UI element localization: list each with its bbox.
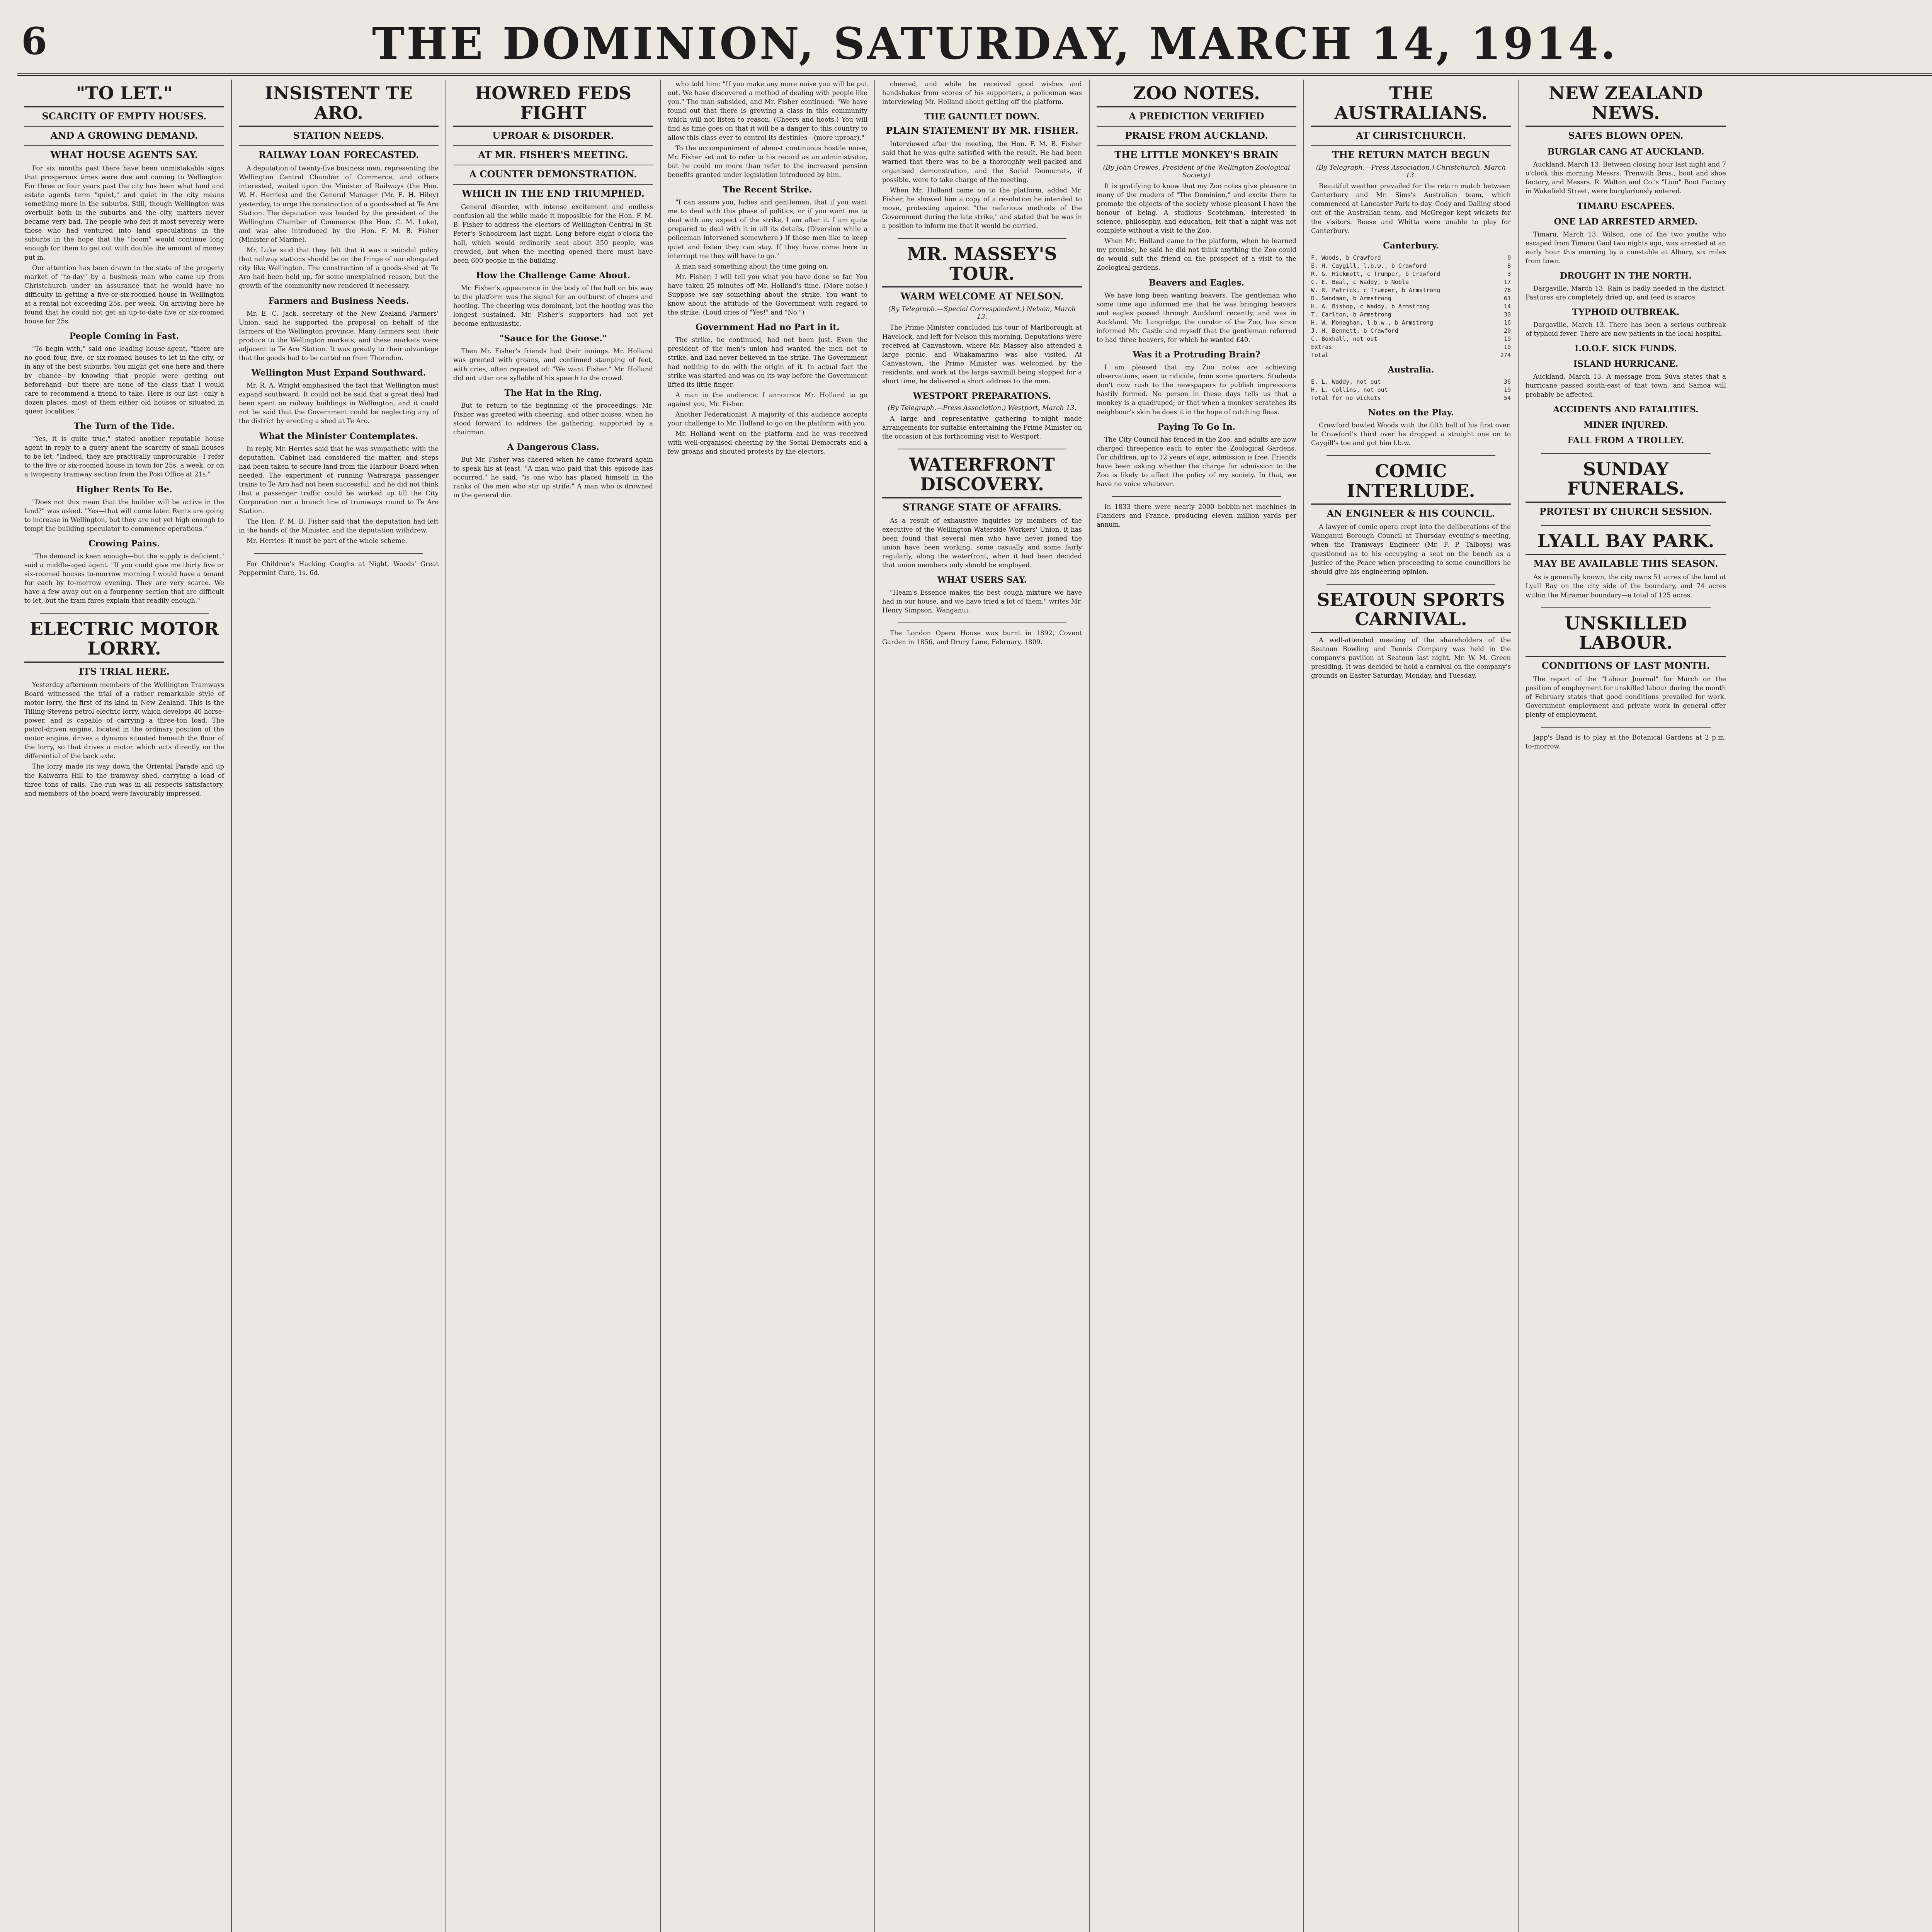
runs: 78	[1503, 286, 1511, 294]
paragraph: Mr. Luke said that they felt that it was a suicidal policy that railway stations should be on the fringe of our elongated city like Wellington. The construction of a goods-shed at Te Aro had been held up, for some unexplained reason, but the growth of the community now rendered it necessary.	[239, 247, 439, 290]
batsman: H. W. Monaghan, l.b.w., b Armstrong	[1311, 319, 1434, 326]
column-3	[446, 80, 661, 1932]
divider	[898, 238, 1066, 239]
article-body	[882, 414, 1082, 441]
paragraph: Dargaville, March 13. Rain is badly needed in the district. Pastures are completely dried up, and feed is scarce.	[1526, 284, 1726, 301]
subhead: ACCIDENTS AND FATALITIES.	[1553, 404, 1699, 415]
article-body	[1311, 636, 1511, 680]
subhead: Canterbury.	[1383, 240, 1439, 251]
column-6	[1090, 80, 1304, 1932]
paragraph: For six months past there have been unmistakable signs that prosperous times were due and coming to Wellington. For three or four years past the city has been what land and estate agents term "quiet," and quiet in the city means something more in the suburbs. Still, though Wellington was overbuilt both in the suburbs and the city, matters never became very bad. The people who felt it most severely were those who had ventured into land speculations in the suburbs in the hope that the "boom" would continue long enough for them to get out with double the amount of money put in.	[24, 164, 224, 261]
paragraph: Mr. Fisher: I will tell you what you have done so far. You have taken 25 minutes off Mr. Holland's time. (More noise.) Suppose we say something about the strike. You want to know about the attitude of the Government with regard to the strike. (Loud cries of "Yes!" and "No.")	[668, 273, 867, 316]
deck: AT MR. FISHER'S MEETING.	[453, 149, 653, 165]
article-body	[453, 347, 653, 382]
article-body	[668, 80, 867, 179]
article-body	[24, 552, 224, 605]
runs: 10	[1503, 343, 1511, 350]
column-7	[1304, 80, 1519, 1932]
deck: AT CHRISTCHURCH.	[1311, 130, 1511, 146]
subhead: Australia.	[1388, 364, 1434, 375]
column-2	[232, 80, 446, 1932]
paragraph: It is gratifying to know that my Zoo notes give pleasure to many of the readers of "The Dominion," and excite them to promote the objects of the society whose pleasant I have the honour of being. A studious Scotchman, interested in science, philosophy, and education, felt that a night was not complete without a visit to the Zoo.	[1097, 182, 1296, 235]
runs: 19	[1503, 335, 1511, 342]
score-row	[1311, 335, 1511, 343]
deck: PROTEST BY CHURCH SESSION.	[1539, 505, 1713, 517]
paragraph: Mr. Herries: It must be part of the whole scheme.	[247, 537, 407, 545]
deck: WARM WELCOME AT NELSON.	[900, 291, 1064, 302]
subhead: Beavers and Eagles.	[1148, 277, 1245, 288]
article-body	[239, 444, 439, 546]
score-row	[1311, 270, 1511, 278]
deck: STRANGE STATE OF AFFAIRS.	[903, 501, 1061, 513]
article-waterfront	[882, 455, 1082, 615]
column-8	[1519, 80, 1733, 1932]
subhead: Crowing Pains.	[88, 538, 160, 549]
score-row	[1311, 378, 1511, 386]
deck: WHAT HOUSE AGENTS SAY.	[50, 149, 198, 160]
subhead: FALL FROM A TROLLEY.	[1567, 435, 1684, 446]
subhead: DROUGHT IN THE NORTH.	[1560, 270, 1692, 281]
subhead: I.O.O.F. SICK FUNDS.	[1575, 344, 1677, 354]
paragraph: The Prime Minister concluded his tour of Marlborough at Havelock, and left for Nelson this morning. Deputations were received at Canvastown, where Mr. Massey also attended a large picnic, and Whakamarino was also visited. At Canvastown, the Prime Minister was welcomed by the residents, and work at the large sawmill being stopped for a short time, he delivered a short address to the men.	[882, 324, 1082, 385]
deck: RAILWAY LOAN FORECASTED.	[258, 149, 419, 161]
paragraph: "Yes, it is quite true," stated another reputable house agent in reply to a query anent the scarcity of small houses to be let. "Indeed, they are practically unprocurable—I refer to the five or six-roomed house in town for 25s. a week, or on a twopenny tramway section from the Post Office at 21s."	[24, 435, 224, 478]
article-body	[24, 498, 224, 533]
article-body	[882, 139, 1082, 230]
article-body	[239, 164, 439, 290]
paragraph: Timaru, March 13. Wilson, one of the two youths who escaped from Timaru Gaol two nights ago, was arrested at an early hour this morning by a constable at Albury, six miles from town.	[1526, 230, 1726, 265]
subhead: THE GAUNTLET DOWN.	[924, 112, 1040, 122]
article-zoo-notes	[1097, 83, 1296, 488]
advertisement	[239, 560, 439, 577]
paragraph: Auckland, March 13. Between closing hour last night and 7 o'clock this morning Messrs. Trenwith Bros., boot and shoe factory, and Messrs. R. Walton and Co.'s "Lion" Boot Factory in Wakefield Street, were burglariously entered.	[1526, 161, 1726, 195]
dateline: (By Telegraph.—Press Association.) Christchurch, March 13.	[1316, 164, 1506, 180]
paragraph: As is generally known, the city owns 51 acres of the land at Lyall Bay on the city side of the boundary, and 74 acres within the Miramar boundary—a total of 125 acres.	[1526, 573, 1726, 599]
paragraph: "I can assure you, ladies and gentlemen, that if you want me to deal with this phase of politics, or if you want me to deal with any aspect of the strike, I am after it. I am quite prepared to deal with it in all its details. (Diversion while a policeman intervened somewhere.) If those men like to keep quiet and listen they can stay. If they have come here to interrupt me they will have to go."	[668, 199, 867, 260]
subhead: MINER INJURED.	[1583, 420, 1668, 430]
runs: 14	[1503, 303, 1511, 310]
article-body	[24, 164, 224, 326]
columns	[17, 80, 1932, 1932]
paragraph: The strike, he continued, had not been just. Even the president of the men's union had wanted the men not to strike, and had never believed in the strike. The Government had nothing to do with the origin of it. In actual fact the strike was started and was on its way before the Government lifted its little finger.	[668, 336, 867, 388]
subhead: BURGLAR CANG AT AUCKLAND.	[1547, 147, 1704, 157]
paragraph: Yesterday afternoon members of the Wellington Tramways Board witnessed the trial of a rather remarkable style of motor lorry, the first of its kind in New Zealand. This is the Tilling-Stevens petrol electric lorry, which develops 40 horse-power, and is capable of carrying a three-ton load. The petrol-driven engine, located in the ordinary position of the motor engine, drives a dynamo situated beneath the floor of the lorry, so that drives a motor which acts directly on the differential of the back axle.	[24, 681, 224, 760]
subhead: WESTPORT PREPARATIONS.	[913, 391, 1051, 401]
deck: THE LITTLE MONKEY'S BRAIN	[1114, 149, 1279, 160]
subhead: People Coming in Fast.	[69, 331, 179, 342]
paragraph: Dargaville, March 13. There has been a serious outbreak of typhoid fever. There are now patients in the local hospital.	[1526, 321, 1726, 338]
subhead: "Sauce for the Goose."	[499, 333, 607, 344]
ad-text: Japp's Band is to play at the Botanical Gardens at 2 p.m. to-morrow.	[1526, 734, 1726, 750]
paragraph: The lorry made its way down the Oriental Parade and up the Kaiwarra Hill to the tramway shed, carrying a load of three tons of rails. The run was in all respects satisfactory, and members of the board were favourably impressed.	[24, 763, 224, 797]
paragraph: Another Federationist: A majority of this audience accepts your challenge to Mr. Holland to go on the platform with you.	[668, 411, 867, 427]
newspaper-page	[17, 15, 1932, 1932]
subhead: How the Challenge Came About.	[476, 270, 631, 281]
subhead: The Turn of the Tide.	[74, 421, 175, 432]
subhead: WHAT USERS SAY.	[937, 575, 1027, 585]
batsman: E. H. Caygill, l.b.w., b Crawford	[1311, 262, 1427, 269]
column-1	[17, 80, 232, 1932]
batsman: H. A. Bishop, c Waddy, b Armstrong	[1311, 303, 1430, 310]
paragraph: "The demand is keen enough—but the supply is deficient," said a middle-aged agent. "If you could give me thirty five or six-roomed houses to-morrow morning I would have a tenant for each by to-morrow evening. They are very scarce. We have a few away out on a fourpenny section that are difficult to let, but the tram fares explain that readily enough."	[24, 552, 224, 605]
article-body	[1526, 284, 1726, 302]
article-sunday-funerals	[1526, 459, 1726, 517]
headline: LYALL BAY PARK.	[1526, 531, 1726, 555]
masthead	[17, 15, 1932, 76]
paragraph: When Mr. Holland came on to the platform, added Mr. Fisher, he showed him a copy of a resolution he intended to move, protesting against "the nefarious methods of the Government during the late strike," and stated that he was in a position to inform me that it would be carried.	[882, 186, 1082, 230]
article-body	[24, 680, 224, 798]
runs: 16	[1503, 319, 1511, 326]
paragraph: "Heam's Essence makes the best cough mixture we have had in our house, and we have tried a lot of them," writes Mr. Henry Simpson, Wanganui.	[882, 589, 1082, 614]
paragraph: "To begin with," said one leading house-agent, "there are no good four, five, or six-roomed houses to let in the city, or in any of the best suburbs. You might get one here and there by chance—by knowing that people were getting out beforehand—but there are none of the class that I would care to recommend a friend to take. Here is our list—only a dozen places, most of them either old houses or situated in queer localities."	[24, 345, 224, 415]
filler-note	[1097, 502, 1296, 529]
score-row	[1311, 319, 1511, 327]
paragraph: General disorder, with intense excitement and endless confusion all the while made it impossible for the Hon. F. M. B. Fisher to address the electors of Wellington Central in St. Peter's Schoolroom last night. Long before eight o'clock the hall, which would ordinarily seat about 350 people, was crowded, but when the meeting opened there must have been 600 people in the building.	[453, 203, 653, 264]
batsman: Total	[1311, 351, 1329, 359]
article-te-aro	[239, 83, 439, 546]
runs: 274	[1500, 351, 1511, 359]
divider	[40, 613, 209, 614]
deck: UPROAR & DISORDER.	[453, 130, 653, 146]
subhead: Wellington Must Expand Southward.	[251, 368, 426, 378]
dateline: (By John Crewes, President of the Wellington Zoological Society.)	[1103, 163, 1290, 179]
paragraph: "Does not this mean that the builder will be active in the land?" was asked. "Yes—that will come later. Rents are going to increase in Wellington, but they are not yet high enough to tempt the building speculator to commence operations."	[24, 498, 224, 532]
paragraph: In reply, Mr. Herries said that he was sympathetic with the deputation. Cabinet had considered the matter, and steps had been taken to secure land from the Harbour Board when needed. The experiment of running Wairarapa passenger trains to Te Aro had not been successful, and he did not think that a passenger traffic could be worked up till the City Corporation ran a branch line of tramways round to Te Aro Station.	[239, 445, 439, 515]
subhead: Was it a Protruding Brain?	[1133, 350, 1260, 360]
subhead: Government Had no Part in it.	[695, 322, 840, 333]
article-nz-news	[1526, 83, 1726, 446]
runs: 17	[1503, 278, 1511, 286]
article-body	[668, 335, 867, 456]
article-body	[24, 434, 224, 479]
deck: STATION NEEDS.	[239, 130, 439, 146]
article-body	[1311, 182, 1511, 235]
subhead: TIMARU ESCAPEES.	[1577, 201, 1675, 211]
score-row	[1311, 386, 1511, 394]
paragraph: A man said something about the time going on.	[675, 262, 829, 270]
batsman: Extras	[1311, 343, 1332, 350]
divider	[1327, 455, 1495, 456]
article-body	[1526, 573, 1726, 599]
article-body	[882, 516, 1082, 570]
paragraph: As a result of exhaustive inquiries by members of the executive of the Wellington Waterside Workers' Union, it has been found that several men who have never joined the union have been working, some casually and some fairly regularly, along the waterfront, when it had been decided that union members only should be employed.	[882, 517, 1082, 569]
paragraph: Crawford bowled Woods with the fifth ball of his first over. In Crawford's third over he dropped a straight one on to Caygill's toe and got him l.b.w.	[1311, 421, 1511, 447]
score-row	[1311, 327, 1511, 335]
article-body	[239, 381, 439, 425]
dateline: (By Telegraph.—Special Correspondent.) Nelson, March 13.	[888, 305, 1076, 321]
headline: INSISTENT TE ARO.	[239, 83, 439, 127]
score-row	[1311, 394, 1511, 402]
paragraph: The report of the "Labour Journal" for March on the position of employment for unskilled labour during the month of February states that good conditions prevailed for work. Government employment and private work in general offer plenty of employment.	[1526, 675, 1726, 719]
deck: SAFES BLOWN OPEN.	[1568, 130, 1684, 141]
subhead: TYPHOID OUTBREAK.	[1572, 307, 1680, 318]
divider	[1541, 453, 1711, 454]
runs: 0	[1507, 254, 1511, 261]
paragraph: Mr. R. A. Wright emphasised the fact that Wellington must expand southward. It could not be said that a great deal had been spent on railway buildings in Wellington, and it could not be said that the Government could be neglecting any of the district by erecting a shed at Te Aro.	[239, 382, 439, 425]
article-fisher-meeting	[453, 83, 653, 500]
batsman: C. Boxhall, not out	[1311, 335, 1378, 342]
article-body	[1526, 320, 1726, 338]
article-body	[1097, 363, 1296, 417]
deck: MAY BE AVAILABLE THIS SEASON.	[1533, 558, 1718, 570]
article-body	[1311, 421, 1511, 447]
article-body	[668, 198, 867, 317]
paragraph: A lawyer of comic opera crept into the deliberations of the Wanganui Borough Council at Thursday evening's meeting, when the Tramways Engineer (Mr. F. P. Talboys) was questioned as to his occupying a seat on the bench as a Justice of the Peace when proceeding to some councillors he should give his engineering opinion.	[1311, 523, 1511, 575]
article-body	[1311, 522, 1511, 576]
column-5	[875, 80, 1090, 1932]
article-lyall-bay	[1526, 531, 1726, 600]
score-row	[1311, 278, 1511, 286]
batsman: J. H. Bennett, b Crawford	[1311, 327, 1398, 334]
scorecard-canterbury	[1311, 254, 1511, 359]
advertisement	[1526, 733, 1726, 751]
headline: SUNDAY FUNERALS.	[1526, 459, 1726, 503]
headline: COMIC INTERLUDE.	[1311, 461, 1511, 505]
scorecard-australia	[1311, 378, 1511, 402]
subhead: Higher Rents To Be.	[76, 484, 172, 495]
article-body	[882, 588, 1082, 615]
subhead: Farmers and Business Needs.	[268, 296, 409, 306]
paragraph: But Mr. Fisher was cheered when he came forward again to speak his at least. "A man who paid that this episode has occurred," he said, "is one who has placed himself in the ranks of the men who stir up strife." A man who is drowned in the general din.	[453, 456, 653, 499]
deck: AND A GROWING DEMAND.	[24, 130, 224, 146]
article-motor-lorry	[24, 619, 224, 798]
runs: 61	[1503, 294, 1511, 302]
paragraph: who told him: "If you make any more noise you will be put out. We have discovered a method of dealing with people like you." The man subsided, and Mr. Fisher continued: "We have found out that there is growing a class in this community which will not listen to reason. (Cheers and hoots.) You will find as time goes on that it will be a danger to this country to allow this class ever to control its destinies—(more uproar)."	[668, 80, 867, 141]
article-body	[1097, 435, 1296, 489]
subhead: ISLAND HURRICANE.	[1573, 359, 1679, 369]
batsman: H. L. Collins, not out	[1311, 386, 1388, 393]
batsman: R. G. Hickmott, c Trumper, b Crawford	[1311, 270, 1440, 277]
batsman: T. Carlton, b Armstrong	[1311, 311, 1391, 318]
headline: ZOO NOTES.	[1097, 83, 1296, 107]
runs: 30	[1503, 311, 1511, 318]
headline: "TO LET."	[24, 83, 224, 107]
divider	[1541, 607, 1711, 608]
article-body	[1097, 291, 1296, 345]
paragraph: The City Council has fenced in the Zoo, and adults are now charged threepence each to enter the Zoological Gardens. For children, up to 12 years of age, admission is free. Friends have been asking whether the charge for admission to the Zoo is likely to affect the policy of my society. In that, we have no voice whatever.	[1097, 435, 1296, 488]
article-body	[1097, 182, 1296, 272]
headline: WATERFRONT DISCOVERY.	[882, 455, 1082, 498]
deck: CONDITIONS OF LAST MONTH.	[1541, 660, 1710, 671]
dateline: (By Telegraph.—Press Association.) Westport, March 13.	[888, 404, 1077, 412]
subhead: ONE LAD ARRESTED ARMED.	[1554, 216, 1698, 227]
deck: A PREDICTION VERIFIED	[1097, 111, 1296, 127]
paragraph: In 1833 there were nearly 2000 bobbin-net machines in Flanders and France, producing eleven million yards per annum.	[1097, 503, 1296, 529]
ad-text: For Children's Hacking Coughs at Night, Woods' Great Peppermint Cure, 1s. 6d.	[239, 560, 439, 577]
score-row	[1311, 351, 1511, 359]
newspaper-title: THE DOMINION, SATURDAY, MARCH 14, 1914.	[372, 19, 1618, 69]
article-body	[882, 80, 1082, 106]
page-number: 6	[21, 19, 47, 63]
article-fisher-end	[882, 80, 1082, 230]
deck: WHICH IN THE END TRIUMPHED.	[462, 188, 645, 199]
paragraph: We have long been wanting beavers. The gentleman who some time ago informed me that he was bringing beavers and eagles passed through Auckland recently, and was in Auckland. Mr. Langridge, the curator of the Zoo, has since informed Mr. Castle and myself that the gentleman referred to had three beavers, for which he wanted £40.	[1097, 291, 1296, 344]
paragraph: cheered, and while he received good wishes and handshakes from scores of his supporters, a policeman was interviewing Mr. Holland about getting off the platform.	[882, 80, 1082, 106]
deck: AN ENGINEER & HIS COUNCIL.	[1327, 508, 1495, 519]
divider	[898, 622, 1066, 623]
deck: THE RETURN MATCH BEGUN	[1332, 149, 1490, 161]
article-body	[453, 202, 653, 265]
article-body	[1526, 160, 1726, 196]
divider	[1327, 584, 1495, 585]
batsman: W. R. Patrick, c Trumper, b Armstrong	[1311, 286, 1440, 294]
article-fisher-continued	[668, 80, 867, 456]
subhead: Notes on the Play.	[1368, 407, 1454, 418]
divider	[1541, 525, 1711, 526]
article-body	[882, 323, 1082, 386]
batsman: D. Sandman, b Armstrong	[1311, 294, 1391, 302]
runs: 3	[1507, 270, 1511, 277]
batsman: F. Woods, b Crawford	[1311, 254, 1381, 261]
headline: THE AUSTRALIANS.	[1311, 83, 1511, 127]
paragraph: But to return to the beginning of the proceedings: Mr. Fisher was greeted with cheering, and other noises, when he stood forward to address the gathering, supported by a chairman.	[453, 401, 653, 436]
article-massey-tour	[882, 244, 1082, 441]
deck: ITS TRIAL HERE.	[78, 665, 170, 677]
paragraph: Mr. Holland went on the platform and he was received with well-organised cheering by the Social Democrats and a few groans and shouted protests by the electors.	[668, 430, 867, 456]
runs: 36	[1503, 378, 1511, 385]
subhead: Paying To Go In.	[1157, 422, 1236, 432]
paragraph: To the accompaniment of almost continuous hostile noise, Mr. Fisher set out to refer to his record as an administrator, but he could no more than refer to the increased pension benefits granted under legislation introduced by him.	[668, 144, 867, 179]
article-australians	[1311, 83, 1511, 447]
score-row	[1311, 286, 1511, 294]
headline: UNSKILLED LABOUR.	[1526, 614, 1726, 657]
paragraph: A large and representative gathering to-night made arrangements for suitable entertaining the Prime Minister on the occasion of his forthcoming visit to Westport.	[882, 415, 1082, 440]
article-body	[1526, 675, 1726, 719]
subhead: A Dangerous Class.	[507, 442, 599, 452]
headline: NEW ZEALAND NEWS.	[1526, 83, 1726, 127]
paragraph: A man in the audience: I announce Mr. Holland to go against you, Mr. Fisher.	[668, 391, 867, 408]
advertisement	[882, 629, 1082, 646]
article-body	[1526, 230, 1726, 265]
subhead: The Recent Strike.	[723, 185, 812, 195]
article-to-let	[24, 83, 224, 605]
paragraph: Mr. Fisher's appearance in the body of the hall on his way to the platform was the signal for an outburst of cheers and hooting. The cheering was dominant, but the hooting was the longest sustained. Mr. Fisher's supporters had not yet become enthusiastic.	[453, 284, 653, 328]
article-body	[239, 309, 439, 363]
runs: 8	[1507, 262, 1511, 269]
article-unskilled-labour	[1526, 614, 1726, 719]
batsman: Total for no wickets	[1311, 394, 1381, 401]
headline: SEATOUN SPORTS CARNIVAL.	[1311, 590, 1511, 633]
score-row	[1311, 343, 1511, 351]
deck: A COUNTER DEMONSTRATION.	[453, 168, 653, 185]
runs: 19	[1503, 386, 1511, 393]
article-seatoun	[1311, 590, 1511, 680]
paragraph: Interviewed after the meeting, the Hon. F. M. B. Fisher said that he was quite satisfied with the result. He had been warned that there was to be a thoroughly well-packed and organised demonstration, and the Social Democrats, if possible, were to take charge of the meeting.	[882, 140, 1082, 184]
deck: PRAISE FROM AUCKLAND.	[1097, 130, 1296, 146]
paragraph: The Hon. F. M. B. Fisher said that the deputation had left in the hands of the Minister, and the deputation withdrew.	[239, 518, 439, 534]
batsman: E. L. Waddy, not out	[1311, 378, 1381, 385]
runs: 54	[1503, 394, 1511, 401]
article-body	[1526, 372, 1726, 399]
paragraph: Beautiful weather prevailed for the return match between Canterbury and Mr. Sims's Australian team, which commenced at Lancaster Park to-day. Cody and Dalling stood out of the Australian team, and McGregor kept wickets for the visitors. Reese and Whitta were unable to play for Canterbury.	[1311, 182, 1511, 235]
score-row	[1311, 294, 1511, 303]
paragraph: Mr. E. C. Jack, secretary of the New Zealand Farmers' Union, said he supported the proposal on behalf of the farmers of the Wellington province. Many farmers sent their produce to the Wellington markets, and these markets were adjacent to Te Aro Station. It was greatly to their advantage that the goods had to be carted on from Thorndon.	[239, 310, 439, 362]
headline: HOWRED FEDS FIGHT	[453, 83, 653, 127]
score-row	[1311, 303, 1511, 311]
divider	[1112, 496, 1281, 497]
runs: 20	[1503, 327, 1511, 334]
deck: PLAIN STATEMENT BY MR. FISHER.	[886, 125, 1078, 136]
article-body	[453, 455, 653, 500]
paragraph: Then Mr. Fisher's friends had their innings. Mr. Holland was greeted with groans, and continued stamping of feet, with cries, often repeated of: "We want Fisher." Mr. Holland did not utter one syllable of his speech to the crowd.	[453, 347, 653, 382]
subhead: The Hat in the Ring.	[504, 388, 602, 398]
paragraph: I am pleased that my Zoo notes are achieving observations, even to ridicule, from some quarters. Students don't now rush to the newspapers to publish impressions hastily formed. No person in these days tells us that a monkey is a quadruped; or that when a monkey scratches its neighbour's skin he does it in the hope of catching fleas.	[1097, 364, 1296, 416]
ad-text: The London Opera House was burnt in 1892, Covent Garden in 1856, and Drury Lane, February, 1809.	[882, 629, 1082, 646]
batsman: C. E. Beal, c Waddy, b Noble	[1311, 278, 1409, 286]
deck: SCARCITY OF EMPTY HOUSES.	[24, 111, 224, 127]
article-body	[453, 401, 653, 437]
headline: MR. MASSEY'S TOUR.	[882, 244, 1082, 287]
paragraph: A well-attended meeting of the shareholders of the Seatoun Bowling and Tennis Company was held in the company's pavilion at Seatoun last night. Mr. W. M. Green presiding. It was decided to hold a carnival on the company's grounds on Easter Saturday, Monday, and Tuesday.	[1311, 636, 1511, 680]
divider	[254, 553, 423, 554]
paragraph: A deputation of twenty-five business men, representing the Wellington Central Chamber of Commerce, and others interested, waited upon the Minister of Railways (the Hon. W. H. Herries) and the General Manager (Mr. E. H. Hiley) yesterday, to urge the construction of a goods-shed at Te Aro Station. The deputation was headed by the president of the Wellington Chamber of Commerce (the Hon. C. M. Luke), and was also introduced by the Hon. F. M. B. Fisher (Minister of Marine).	[239, 165, 439, 243]
divider	[1541, 727, 1711, 728]
subhead: What the Minister Contemplates.	[259, 431, 418, 441]
score-row	[1311, 311, 1511, 319]
score-row	[1311, 254, 1511, 262]
headline: ELECTRIC MOTOR LORRY.	[24, 619, 224, 662]
column-4	[661, 80, 875, 1932]
article-body	[453, 284, 653, 328]
score-row	[1311, 262, 1511, 270]
paragraph: Our attention has been drawn to the state of the property market of "to-day" by a business man who came up from Christchurch under an assurance that he would have no difficulty in getting a five-or-six-roomed house in Wellington at a rental not exceeding 25s. per week. On arriving here he found that he could not get an up-to-date five or six-roomed house for 25s.	[24, 264, 224, 325]
article-body	[24, 344, 224, 416]
article-comic-interlude	[1311, 461, 1511, 576]
paragraph: Auckland, March 13. A message from Suva states that a hurricane passed south-east of that town, and Samoa will probably be affected.	[1526, 373, 1726, 398]
paragraph: When Mr. Holland came to the platform, when he learned my promise, he said he did not think anything the Zoo could do would suit the friend on the prospect of a visit to the Zoological gardens.	[1097, 237, 1296, 272]
